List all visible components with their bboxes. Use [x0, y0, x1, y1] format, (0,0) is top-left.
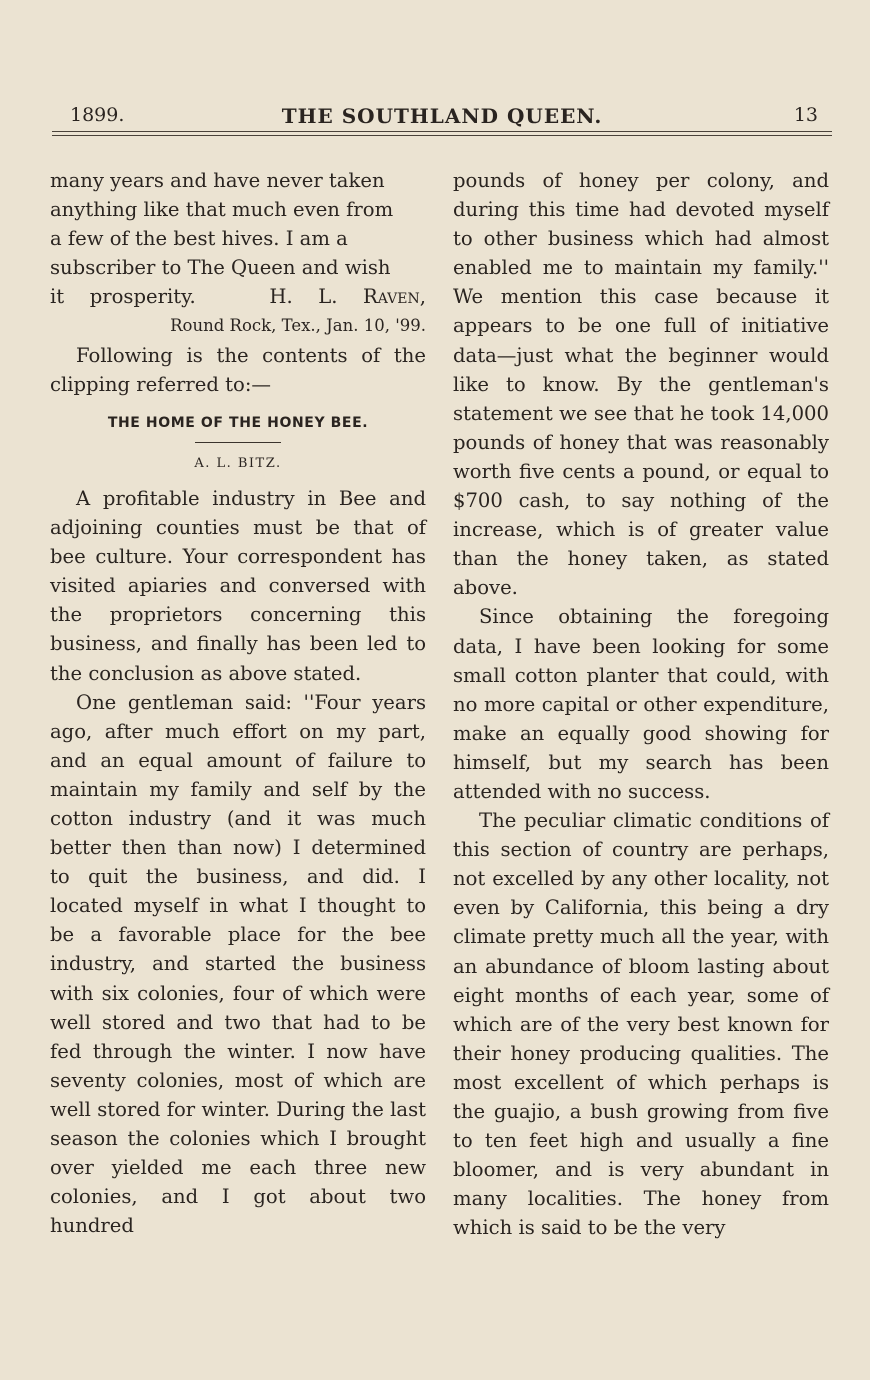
left-para-2: Following is the contents of the clipping referred to:— [50, 343, 426, 396]
header-title: THE SOUTHLAND QUEEN. [281, 104, 603, 128]
page-number: 13 [793, 104, 818, 126]
running-header [52, 100, 832, 132]
left-column [50, 166, 426, 1240]
right-para-1: pounds of honey per colony, and during this time had devoted myself to other business which had almost enabled me to maintain my family.'' We mention this case because it appears to be one full of initiative data—just what the beginner would like to know. By the gentleman's statement we see that he took 14,000 pounds of honey that was reasonably worth five cents a pound, or equal to $700 cash, to say nothing of the increase, which is of greater value than the honey taken, as stated above. [453, 169, 829, 600]
signature-line [50, 282, 426, 311]
signature-location: Round Rock, Tex., Jan. 10, '99. [170, 316, 426, 336]
header-rule-bottom [52, 135, 832, 136]
title-rule [195, 442, 281, 443]
left-para-1-line: anything like that much even from [50, 198, 394, 222]
signature-prefix: it prosperity. [50, 285, 196, 309]
article-title: THE HOME OF THE HONEY BEE. [107, 414, 369, 431]
right-para-2: Since obtaining the foregoing data, I have been looking for some small cotton planter that could, with no more capital or other expenditure, make an equally good showing for himself, but my search has been attended with no success. [453, 605, 829, 803]
left-para-1-line: a few of the best hives. I am a [50, 227, 348, 251]
right-para-3: The peculiar climatic conditions of this section of country are perhaps, not excelled by any other locality, not even by California, this being a dry climate pretty much all the year, with an abundance of bloom lasting about eight months of each year, some of which are of the very best known for their honey producing qualities. The most excellent of which perhaps is the guajio, a bush growing from five to ten feet high and usually a fine bloomer, and is very abundant in many localities. The honey from which is said to be the very [453, 809, 829, 1240]
left-para-1-line: many years and have never taken [50, 169, 385, 192]
left-para-1-line: subscriber to The Queen and wish [50, 256, 391, 280]
left-para-4: One gentleman said: ''Four years ago, after much effort on my part, and an equal amount of failure to maintain my family and self by the cotton industry (and it was much better then than now) I determined to quit the business, and did. I located myself in what I thought to be a favorable place for the bee industry, and started the business with six colonies, four of which were well stored and two that had to be fed through the winter. I now have seventy colonies, most of which are well stored for winter. During the last season the colonies which I brought over yielded me each three new colonies, and I got about two hundred [50, 690, 426, 1238]
header-year: 1899. [70, 104, 125, 126]
header-rule-top [52, 131, 832, 132]
right-column [453, 166, 829, 1242]
article-byline: A. L. BITZ. [194, 455, 282, 471]
signature-name: H. L. Raven, [269, 285, 426, 309]
left-para-3: A profitable industry in Bee and adjoining counties must be that of bee culture. Your correspondent has visited apiaries and conversed with the proprietors concerning this business, and finally has been led to the conclusion as above stated. [50, 486, 426, 685]
